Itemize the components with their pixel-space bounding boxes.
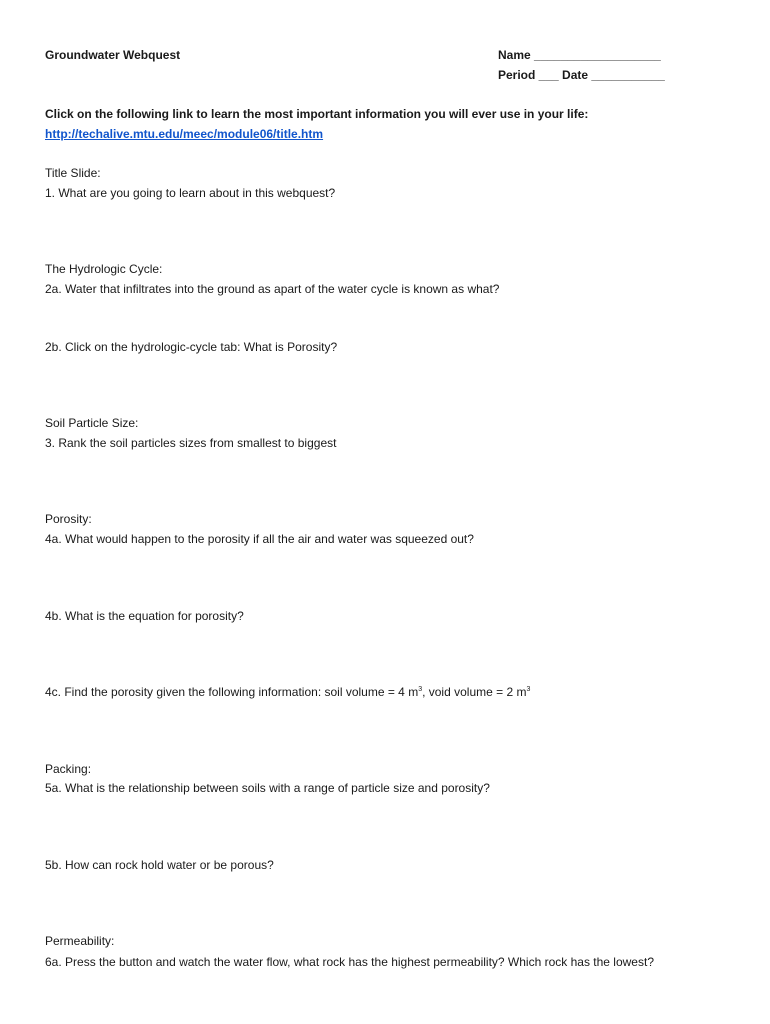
question-4b: 4b. What is the equation for porosity? (45, 609, 244, 623)
page-title: Groundwater Webquest (45, 48, 181, 62)
question-4c-text-1: 4c. Find the porosity given the following information: soil volume = 4 m (45, 685, 419, 699)
hydrologic-cycle-heading: The Hydrologic Cycle: (45, 262, 163, 276)
question-1: 1. What are you going to learn about in this webquest? (45, 186, 336, 200)
question-2a: 2a. Water that infiltrates into the ground as apart of the water cycle is known as what? (45, 282, 500, 296)
question-6a: 6a. Press the button and watch the water flow, what rock has the highest permeability? Which rock has the lowest? (45, 955, 654, 969)
porosity-heading: Porosity: (45, 512, 92, 526)
permeability-heading: Permeability: (45, 934, 115, 948)
webquest-link[interactable]: http://techalive.mtu.edu/meec/module06/title.htm (45, 127, 324, 141)
superscript-cubed-1: 3 (418, 686, 423, 693)
question-5a: 5a. What is the relationship between soils with a range of particle size and porosity? (45, 781, 490, 795)
soil-particle-size-heading: Soil Particle Size: (45, 416, 139, 430)
name-field-line: Name ___________________ (498, 48, 661, 62)
title-slide-heading: Title Slide: (45, 166, 101, 180)
superscript-cubed-2: 3 (526, 686, 531, 693)
question-4c (45, 685, 530, 700)
question-4a: 4a. What would happen to the porosity if all the air and water was squeezed out? (45, 532, 474, 546)
intro-instruction: Click on the following link to learn the most important information you will ever use in your life: (45, 107, 589, 121)
question-4c-text-2: , void volume = 2 m (422, 685, 527, 699)
question-2b: 2b. Click on the hydrologic-cycle tab: What is Porosity? (45, 340, 338, 354)
packing-heading: Packing: (45, 762, 92, 776)
question-5b: 5b. How can rock hold water or be porous? (45, 858, 274, 872)
period-date-line: Period ___ Date ___________ (498, 68, 665, 82)
question-3: 3. Rank the soil particles sizes from smallest to biggest (45, 436, 337, 450)
